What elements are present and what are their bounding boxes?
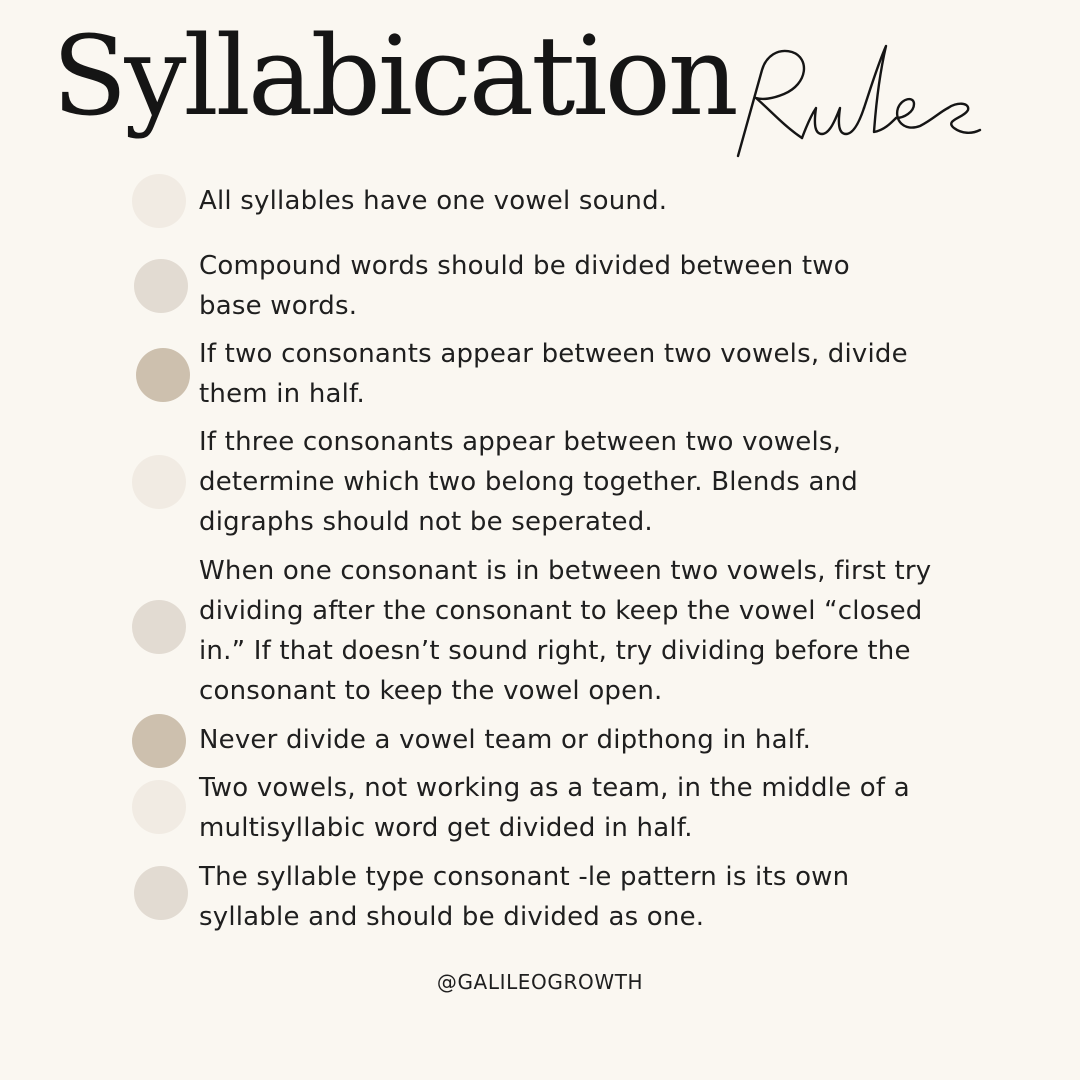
bullet-dot	[132, 780, 186, 834]
rule-text: When one consonant is in between two vowels, first try dividing after the consonant to keep the vowel “closed in.” If that doesn’t sound right, try dividing before the consonant to keep the vowel open.	[199, 556, 932, 706]
rule-text: Never divide a vowel team or dipthong in half.	[199, 725, 812, 755]
bullet-dot	[134, 866, 188, 920]
bullet-dot	[132, 600, 186, 654]
bullet-dot	[136, 348, 190, 402]
rule-text: Compound words should be divided between two base words.	[199, 251, 850, 321]
rule-text: The syllable type consonant -le pattern is its own syllable and should be divided as one.	[199, 862, 850, 932]
bullet-dot	[132, 174, 186, 228]
bullet-dot	[132, 714, 186, 768]
rule-text: If three consonants appear between two vowels, determine which two belong together. Blends and digraphs should not be seperated.	[199, 427, 858, 537]
rule-text: Two vowels, not working as a team, in the middle of a multisyllabic word get divided in half.	[199, 773, 910, 843]
rule-text: All syllables have one vowel sound.	[199, 186, 668, 216]
rules-script-word	[718, 38, 988, 178]
page-title: Syllabication	[52, 12, 736, 140]
bullet-dot	[132, 455, 186, 509]
rule-text: If two consonants appear between two vowels, divide them in half.	[199, 339, 908, 409]
author-handle: @GALILEOGROWTH	[436, 970, 644, 994]
bullet-dot	[134, 259, 188, 313]
